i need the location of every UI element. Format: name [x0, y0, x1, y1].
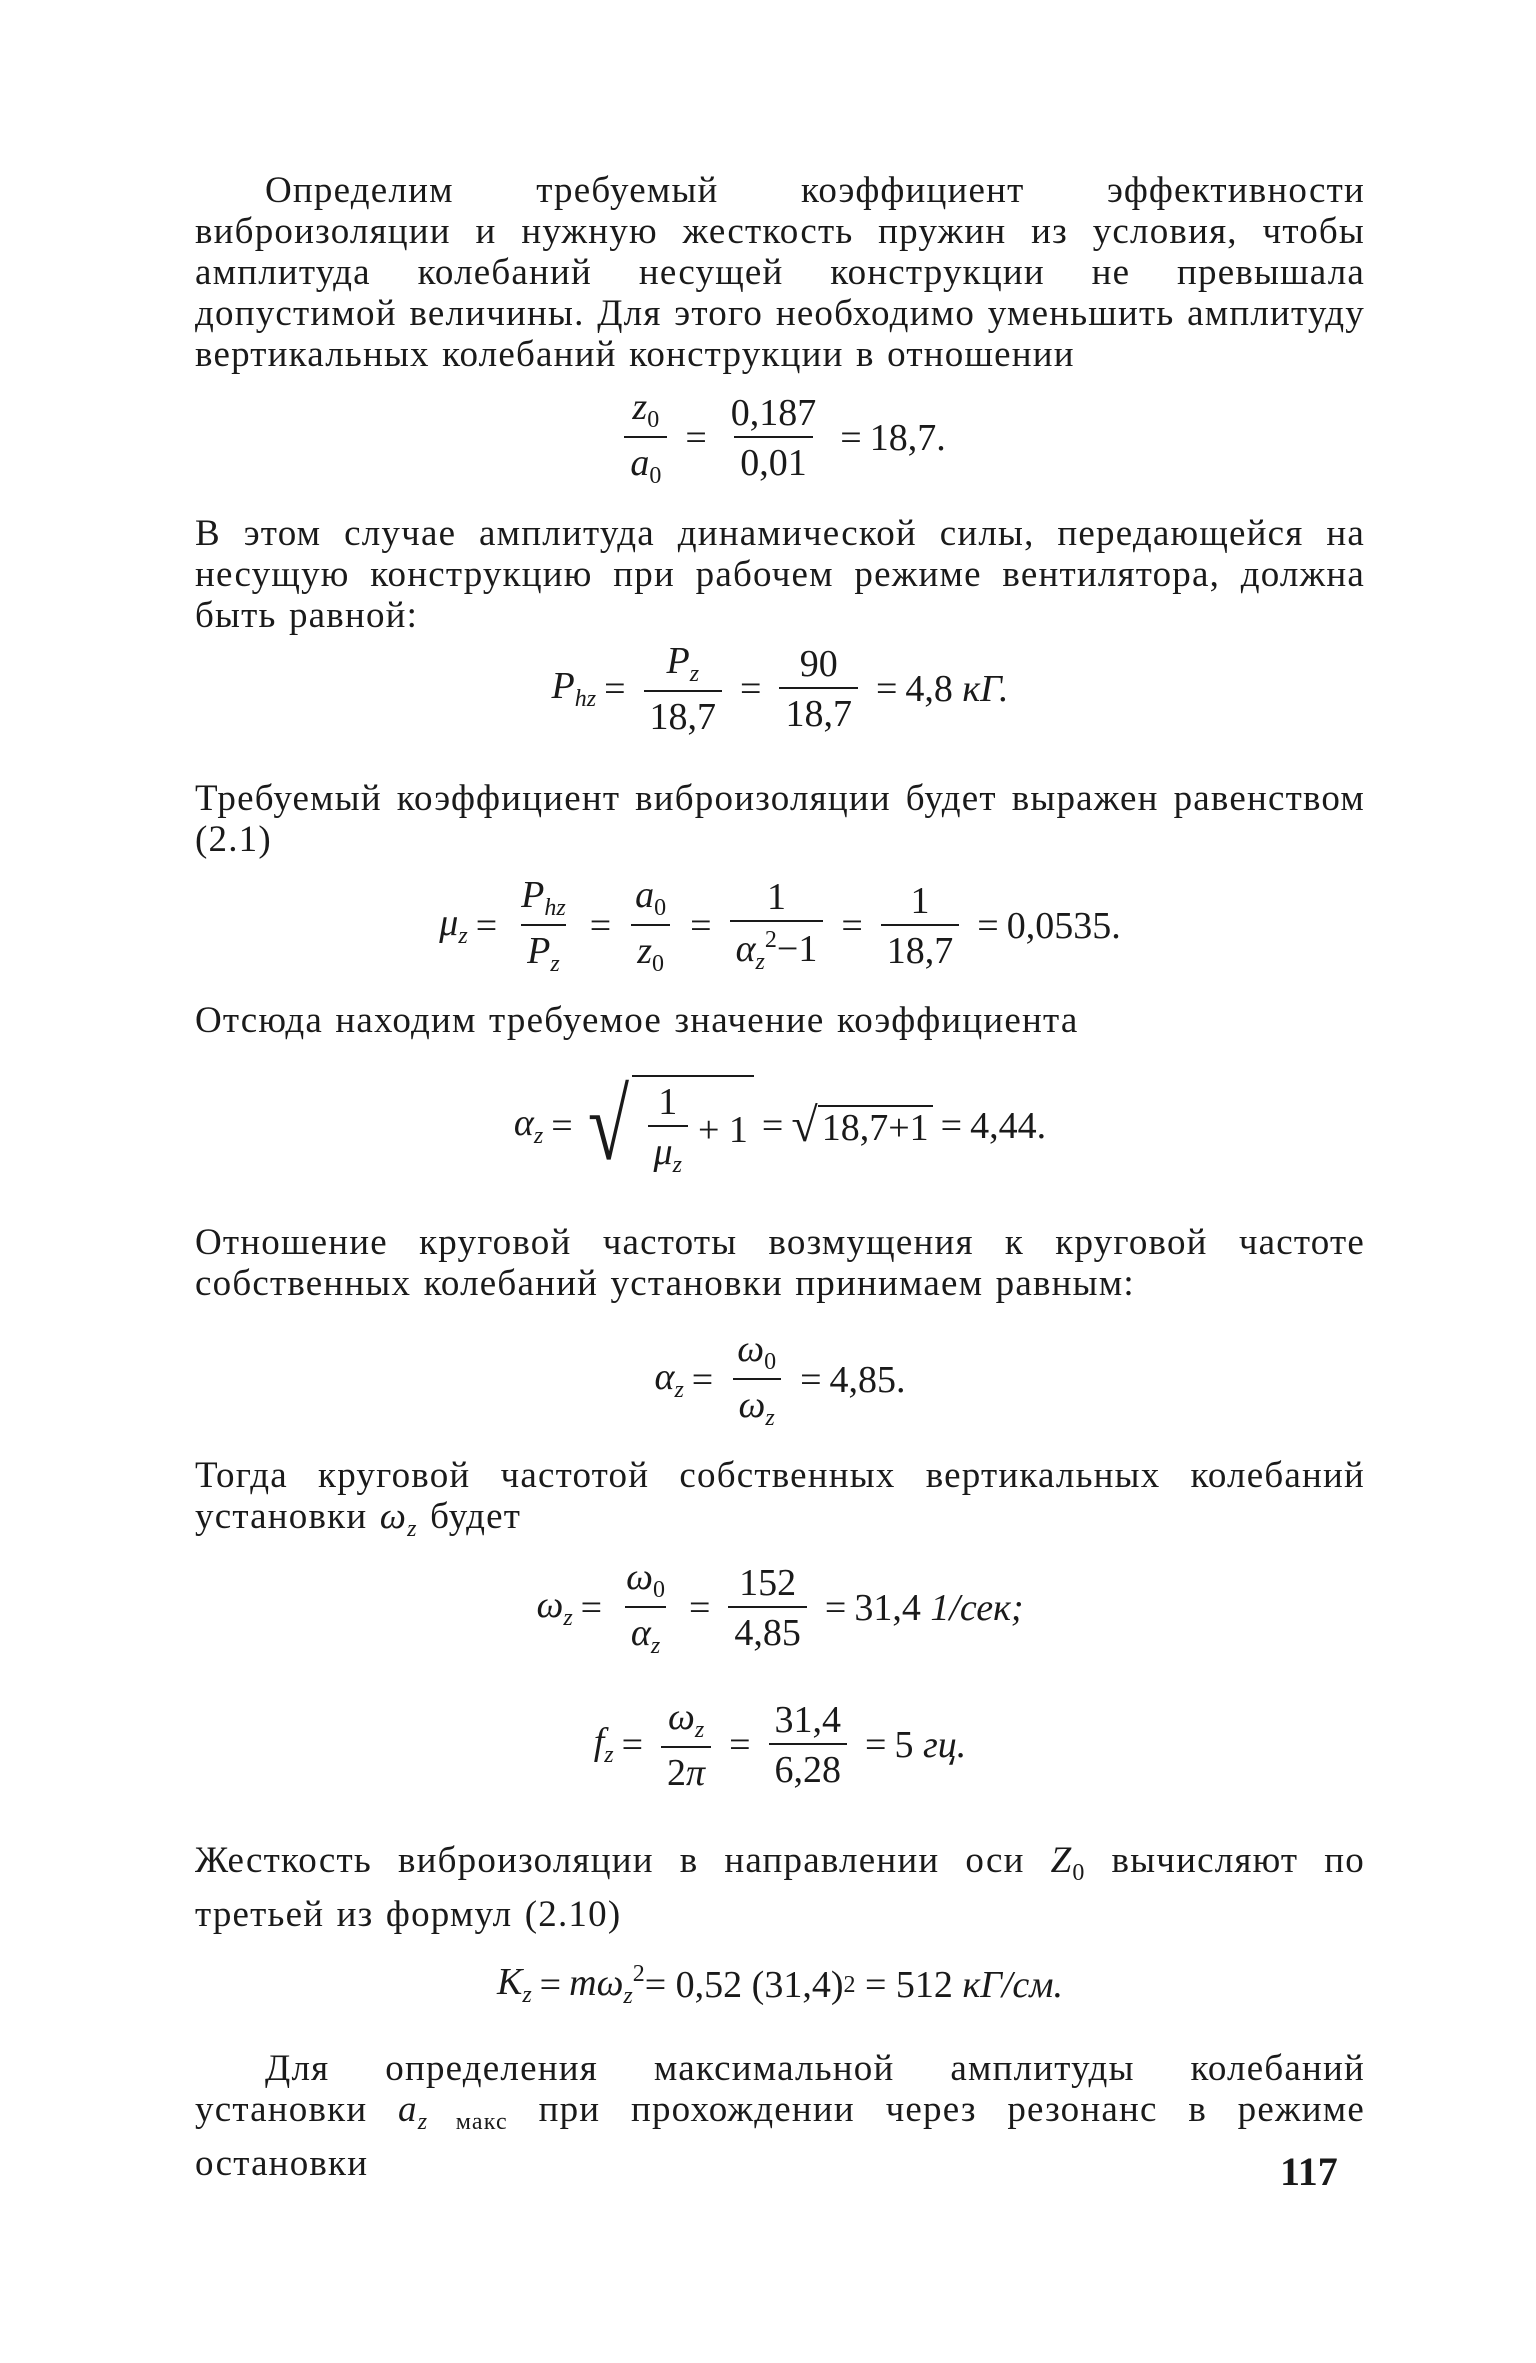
equation-stiffness: $K_z$ = $m\omega_z^2$ = 0,52 (31,4) 2 = 512 кГ/см. — [496, 1961, 1064, 2009]
radical-large: √ $\frac{1}{\mu_z}$ + 1 — [581, 1075, 754, 1177]
equation-alpha-sqrt: $\alpha_z$ = √ $\frac{1}{\mu_z}$ + 1 = √ 18,7+1 = 4,44. — [513, 1070, 1047, 1181]
page-number: 117 — [1280, 2149, 1338, 2194]
equation-omega: $\omega_z$ = $\frac{\omega_0}{\alpha_z}$ = $\frac{152}{4,85}$ = 31,4 1/сек; — [536, 1556, 1024, 1659]
paragraph-intro: Определим требуемый коэффициент эффективности виброизоляции и нужную жесткость пружин из условия, чтобы амплитуда колебаний несущей конструкции не превышала допустимой величины. Для этого необходимо уменьшить амплитуду вертикальных колебаний конструкции в отношении — [195, 170, 1365, 375]
fraction-z0-a0: $\frac{z_0}{a_0}$ — [624, 388, 667, 488]
paragraph-max-amplitude: Для определения максимальной амплитуды колебаний установки $a_{z макс}$ при прохождении через резонанс в режиме остановки — [195, 2048, 1365, 2184]
paragraph-isolation-coefficient: Требуемый коэффициент виброизоляции будет выражен равенством (2.1) — [195, 778, 1365, 860]
paragraph-frequency-ratio: Отношение круговой частоты возмущения к круговой частоте собственных колебаний установки принимаем равным: — [195, 1222, 1365, 1304]
paragraph-natural-frequency: Тогда круговой частотой собственных вертикальных колебаний установки $\omega_z$ будет — [195, 1455, 1365, 1542]
paragraph-find-value: Отсюда находим требуемое значение коэффициента — [195, 1000, 1079, 1041]
radical-small: √ 18,7+1 — [791, 1102, 932, 1150]
fraction-values: $\frac{0,187}{0,01}$ — [730, 392, 817, 484]
equation-alpha-ratio: $\alpha_z$ = $\frac{\omega_0}{\omega_z}$ = 4,85. — [654, 1328, 906, 1431]
equation-ratio: $\frac{z_0}{a_0}$ = $\frac{0,187}{0,01}$ = 18,7. — [195, 388, 1365, 488]
equation-frequency: $f_z$ = $\frac{\omega_z}{2\pi}$ = $\frac{31,4}{6,28}$ = 5 гц. — [593, 1696, 967, 1794]
paragraph-dynamic-force: В этом случае амплитуда динамической силы, передающейся на несущую конструкцию при рабочем режиме вентилятора, должна быть равной: — [195, 513, 1365, 636]
equation-mu: $\mu_z$ = $\frac{P_{hz}}{P_z}$ = $\frac{a_0}{z_0}$ = $\frac{1}{\alpha_z^2-1}$ = $\frac{1}{18,7}$ = 0,0535. — [439, 874, 1121, 977]
paragraph-stiffness: Жесткость виброизоляции в направлении оси $Z_0$ вычисляют по третьей из формул (2.10) — [195, 1840, 1365, 1935]
equation-force: $P_{hz}$ = $\frac{P_z}{18,7}$ = $\frac{90}{18,7}$ = 4,8 кГ. — [551, 640, 1009, 738]
